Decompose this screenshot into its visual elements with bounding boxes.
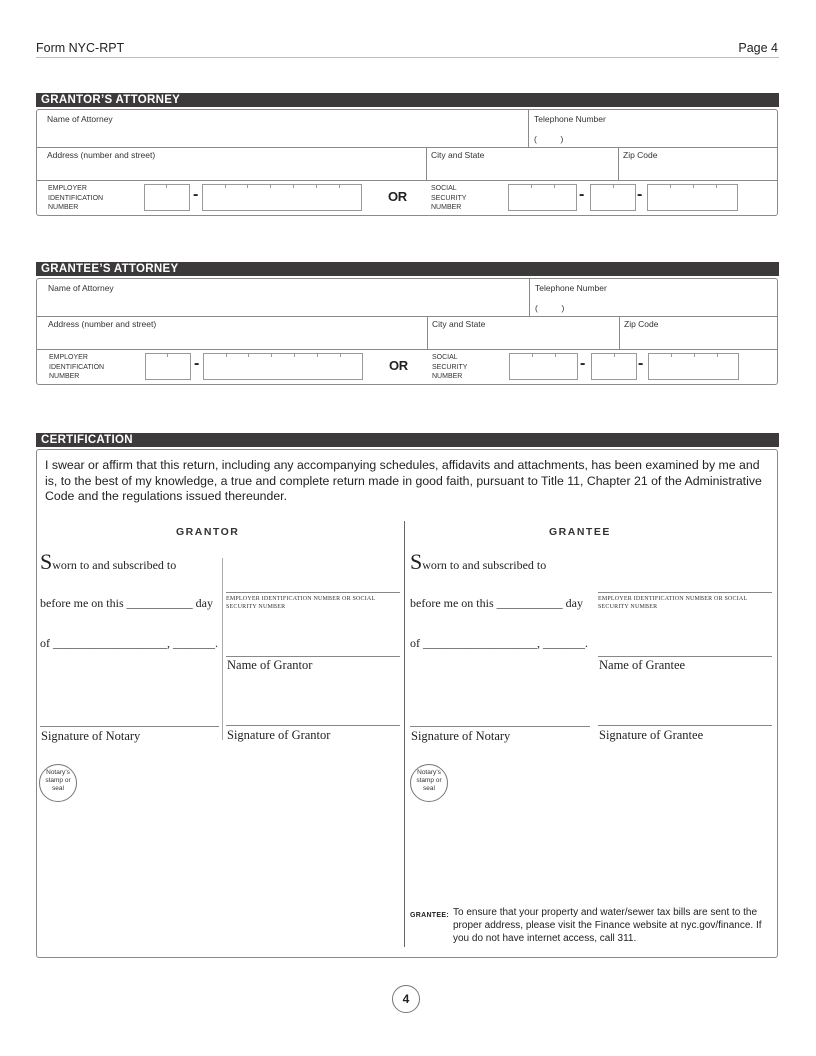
certification-box <box>36 449 778 958</box>
dash: - <box>194 355 200 372</box>
zip-field[interactable] <box>623 160 773 178</box>
grantor-ein-ssn-label: EMPLOYER IDENTIFICATION NUMBER OR SOCIAL SECURITY NUMBER <box>226 596 376 610</box>
divider <box>37 180 777 181</box>
ssn-label: SOCIAL SECURITY NUMBER <box>432 354 468 380</box>
grantee-heading: GRANTEE <box>549 526 611 538</box>
address-label: Address (number and street) <box>47 150 156 160</box>
column-divider <box>404 521 405 947</box>
digit-tick <box>694 353 695 357</box>
grantee-of-line[interactable]: of ___________________, _______. <box>410 636 588 650</box>
grantor-notary-signature-field[interactable] <box>40 726 219 727</box>
zip-label: Zip Code <box>624 319 659 329</box>
divider <box>529 278 530 317</box>
digit-tick <box>531 184 532 188</box>
ssn-part2-field[interactable] <box>590 184 636 211</box>
digit-tick <box>670 184 671 188</box>
grantee-before-me-line[interactable]: before me on this ___________ day <box>410 596 583 610</box>
grantee-notary-seal: Notary’s stamp or seal <box>410 764 448 802</box>
grantor-ein-ssn-field[interactable] <box>226 592 400 593</box>
grantee-sworn-text <box>410 549 546 575</box>
city-state-label: City and State <box>431 150 485 160</box>
grantee-notary-signature-field[interactable] <box>410 726 590 727</box>
divider <box>427 316 428 350</box>
dash: - <box>638 355 644 372</box>
sworn-initial: S <box>40 549 53 574</box>
digit-tick <box>614 353 615 357</box>
zip-field[interactable] <box>624 329 774 347</box>
telephone-label: Telephone Number <box>534 114 606 124</box>
attorney-name-field[interactable] <box>48 293 523 313</box>
ein-label: EMPLOYER IDENTIFICATION NUMBER <box>48 185 104 211</box>
digit-tick <box>316 184 317 188</box>
address-field[interactable] <box>48 160 420 178</box>
grantee-signature-field[interactable] <box>598 725 772 726</box>
grantee-name-field[interactable] <box>598 656 772 657</box>
ein-label: EMPLOYER IDENTIFICATION NUMBER <box>49 354 105 380</box>
or-label: OR <box>388 189 407 204</box>
telephone-field[interactable]: ( ) <box>535 303 565 313</box>
digit-tick <box>166 184 167 188</box>
city-state-label: City and State <box>432 319 486 329</box>
digit-tick <box>225 184 226 188</box>
digit-tick <box>271 353 272 357</box>
digit-tick <box>248 353 249 357</box>
grantor-before-me-line[interactable]: before me on this ___________ day <box>40 596 213 610</box>
ssn-part1-field[interactable] <box>509 353 578 380</box>
digit-tick <box>226 353 227 357</box>
divider <box>37 316 777 317</box>
digit-tick <box>716 184 717 188</box>
grantee-note <box>410 906 772 945</box>
digit-tick <box>270 184 271 188</box>
divider <box>37 349 777 350</box>
digit-tick <box>317 353 318 357</box>
ein-prefix-field[interactable] <box>145 353 191 380</box>
digit-tick <box>717 353 718 357</box>
or-label: OR <box>389 358 408 373</box>
dash: - <box>580 355 586 372</box>
digit-tick <box>167 353 168 357</box>
zip-label: Zip Code <box>623 150 658 160</box>
ein-prefix-field[interactable] <box>144 184 190 211</box>
ssn-part1-field[interactable] <box>508 184 577 211</box>
ssn-label: SOCIAL SECURITY NUMBER <box>431 185 467 211</box>
grantee-name-label: Name of Grantee <box>599 658 686 672</box>
divider <box>619 316 620 350</box>
digit-tick <box>555 353 556 357</box>
certification-statement: I swear or affirm that this return, including any accompanying schedules, affidavits and attachments, has been examined by me and is, to the best of my knowledge, a true and complete return made in good faith, pursuant to Title 11, Chapter 21 of the Administrative Code and the regulations issued thereunder. <box>45 458 762 504</box>
grantee-signature-label: Signature of Grantee <box>599 728 704 742</box>
attorney-name-label: Name of Attorney <box>47 114 113 124</box>
dash: - <box>579 186 585 203</box>
sworn-rest: worn to and subscribed to <box>52 558 177 572</box>
grantor-of-line[interactable]: of ___________________, _______. <box>40 636 218 650</box>
grantees-attorney-title: GRANTEE’S ATTORNEY <box>36 262 779 276</box>
digit-tick <box>293 184 294 188</box>
grantor-notary-seal: Notary’s stamp or seal <box>39 764 77 802</box>
ein-suffix-field[interactable] <box>203 353 363 380</box>
page-number: 4 <box>392 985 420 1013</box>
divider <box>618 147 619 181</box>
divider <box>37 147 777 148</box>
digit-tick <box>247 184 248 188</box>
address-label: Address (number and street) <box>48 319 157 329</box>
digit-tick <box>532 353 533 357</box>
header-rule <box>36 57 779 58</box>
ssn-part3-field[interactable] <box>647 184 738 211</box>
digit-tick <box>554 184 555 188</box>
page-label: Page 4 <box>738 41 778 55</box>
dash: - <box>637 186 643 203</box>
grantors-attorney-title: GRANTOR’S ATTORNEY <box>36 93 779 107</box>
divider <box>528 109 529 148</box>
grantor-heading: GRANTOR <box>176 526 240 538</box>
ein-suffix-field[interactable] <box>202 184 362 211</box>
ssn-part2-field[interactable] <box>591 353 637 380</box>
grantor-signature-field[interactable] <box>226 725 400 726</box>
dash: - <box>193 186 199 203</box>
grantor-signature-label: Signature of Grantor <box>227 728 331 742</box>
telephone-label: Telephone Number <box>535 283 607 293</box>
digit-tick <box>693 184 694 188</box>
ssn-part3-field[interactable] <box>648 353 739 380</box>
grantor-sworn-text <box>40 549 176 575</box>
grantee-notary-signature-label: Signature of Notary <box>411 729 511 743</box>
grantee-ein-ssn-field[interactable] <box>598 592 772 593</box>
grantor-name-field[interactable] <box>226 656 400 657</box>
certification-title: CERTIFICATION <box>36 433 779 447</box>
grantee-ein-ssn-label: EMPLOYER IDENTIFICATION NUMBER OR SOCIAL SECURITY NUMBER <box>598 596 748 610</box>
grantee-note-text: To ensure that your property and water/sewer tax bills are sent to the proper address, please visit the Finance website at nyc.gov/finance. If you do not have internet access, call 311. <box>453 907 762 944</box>
city-state-field[interactable] <box>431 160 613 178</box>
digit-tick <box>671 353 672 357</box>
attorney-name-field[interactable] <box>48 124 523 144</box>
sworn-rest: worn to and subscribed to <box>422 558 547 572</box>
digit-tick <box>613 184 614 188</box>
digit-tick <box>340 353 341 357</box>
grantee-note-key: GRANTEE: <box>410 912 449 919</box>
digit-tick <box>294 353 295 357</box>
sworn-initial: S <box>410 549 423 574</box>
attorney-name-label: Name of Attorney <box>48 283 114 293</box>
city-state-field[interactable] <box>432 329 614 347</box>
grantor-name-label: Name of Grantor <box>227 658 313 672</box>
form-name: Form NYC-RPT <box>36 41 125 55</box>
telephone-field[interactable]: ( ) <box>534 134 564 144</box>
digit-tick <box>339 184 340 188</box>
address-field[interactable] <box>48 329 420 347</box>
divider <box>222 558 223 740</box>
divider <box>426 147 427 181</box>
grantor-notary-signature-label: Signature of Notary <box>41 729 141 743</box>
